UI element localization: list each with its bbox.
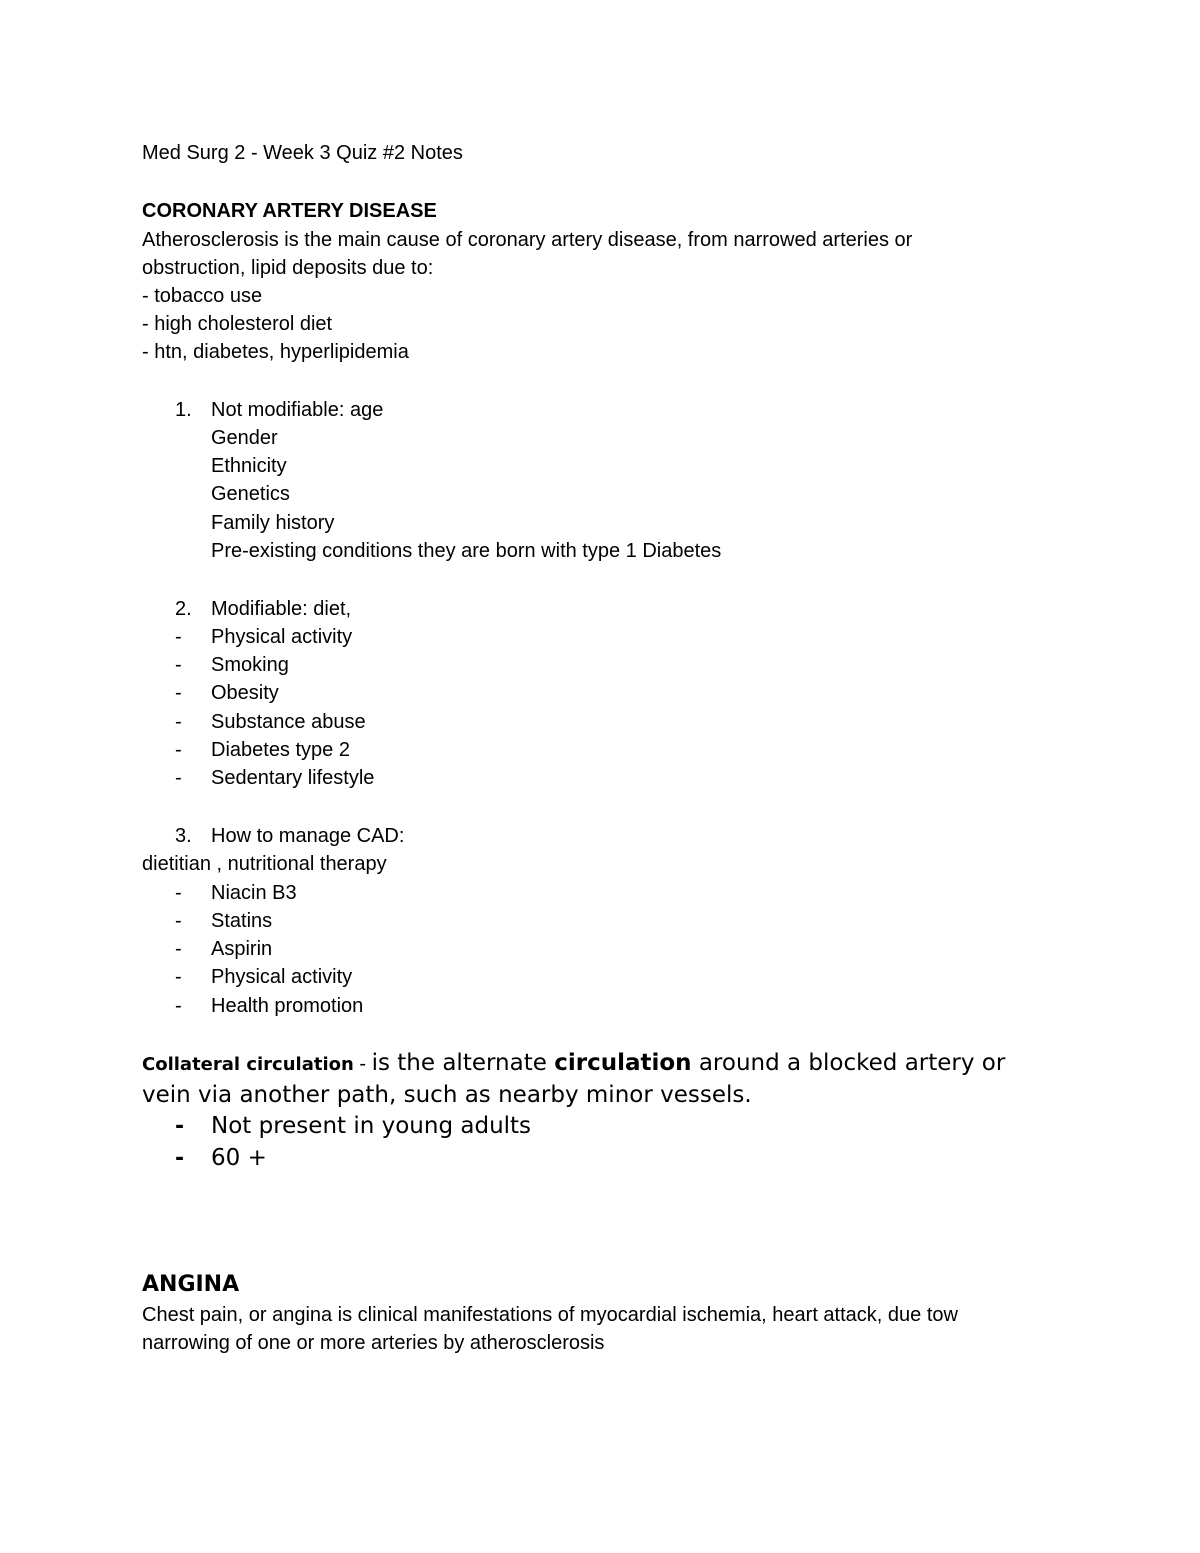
angina-text-line-1: Chest pain, or angina is clinical manifestations of myocardial ischemia, heart attack, due tow bbox=[142, 1304, 958, 1326]
list-item: Substance abuse bbox=[211, 711, 366, 733]
list-item: Obesity bbox=[211, 682, 279, 704]
list-item: Smoking bbox=[211, 654, 289, 676]
list-item: Ethnicity bbox=[211, 455, 287, 477]
list-item: Gender bbox=[211, 427, 278, 449]
list-item: Statins bbox=[211, 910, 273, 932]
collateral-definition bbox=[142, 1048, 1005, 1080]
cad-intro-line-2: obstruction, lipid deposits due to: bbox=[142, 257, 434, 279]
collateral-text: around a blocked artery or bbox=[691, 1050, 1006, 1076]
list-item: 60 + bbox=[211, 1145, 267, 1171]
list-title: How to manage CAD: bbox=[211, 825, 405, 847]
document-page bbox=[142, 0, 1042, 1553]
collateral-dash: - bbox=[353, 1053, 372, 1075]
list-item: Sedentary lifestyle bbox=[211, 767, 375, 789]
dash-marker: - bbox=[175, 938, 182, 960]
dash-marker: - bbox=[175, 995, 182, 1017]
list-item: Diabetes type 2 bbox=[211, 739, 350, 761]
list-item: Aspirin bbox=[211, 938, 273, 960]
dash-marker: - bbox=[175, 966, 182, 988]
list-subtitle: dietitian , nutritional therapy bbox=[142, 853, 387, 875]
cad-heading: CORONARY ARTERY DISEASE bbox=[142, 200, 437, 222]
dash-marker: - bbox=[175, 882, 182, 904]
angina-heading: ANGINA bbox=[142, 1272, 240, 1297]
list-item: Physical activity bbox=[211, 626, 353, 648]
dash-marker: - bbox=[175, 682, 182, 704]
dash-marker: - bbox=[175, 711, 182, 733]
dash-marker: - bbox=[175, 739, 182, 761]
dash-marker: - bbox=[175, 767, 182, 789]
collateral-definition-line-2: vein via another path, such as nearby minor vessels. bbox=[142, 1082, 752, 1108]
list-item: Genetics bbox=[211, 483, 290, 505]
list-item: Family history bbox=[211, 512, 335, 534]
list-item: Pre-existing conditions they are born with type 1 Diabetes bbox=[211, 540, 722, 562]
list-number: 3. bbox=[175, 825, 192, 847]
dash-marker: - bbox=[175, 1114, 185, 1139]
cad-intro-line-1: Atherosclerosis is the main cause of coronary artery disease, from narrowed arteries or bbox=[142, 229, 913, 251]
dash-marker: - bbox=[175, 654, 182, 676]
list-item: Niacin B3 bbox=[211, 882, 297, 904]
list-item: Health promotion bbox=[211, 995, 364, 1017]
dash-marker: - bbox=[175, 1146, 185, 1171]
collateral-label: Collateral circulation bbox=[142, 1054, 354, 1075]
angina-text-line-2: narrowing of one or more arteries by atherosclerosis bbox=[142, 1332, 605, 1354]
list-item: Physical activity bbox=[211, 966, 353, 988]
dash-marker: - bbox=[175, 626, 182, 648]
collateral-bold-text: circulation bbox=[554, 1050, 692, 1076]
list-item: Not modifiable: age bbox=[211, 399, 384, 421]
document-title: Med Surg 2 - Week 3 Quiz #2 Notes bbox=[142, 142, 463, 164]
dash-marker: - bbox=[175, 910, 182, 932]
cad-cause-item: - htn, diabetes, hyperlipidemia bbox=[142, 341, 409, 363]
list-number: 1. bbox=[175, 399, 192, 421]
collateral-text: is the alternate bbox=[371, 1050, 555, 1076]
list-number: 2. bbox=[175, 598, 192, 620]
list-title: Modifiable: diet, bbox=[211, 598, 352, 620]
cad-cause-item: - high cholesterol diet bbox=[142, 313, 333, 335]
cad-cause-item: - tobacco use bbox=[142, 285, 263, 307]
list-item: Not present in young adults bbox=[211, 1113, 532, 1139]
